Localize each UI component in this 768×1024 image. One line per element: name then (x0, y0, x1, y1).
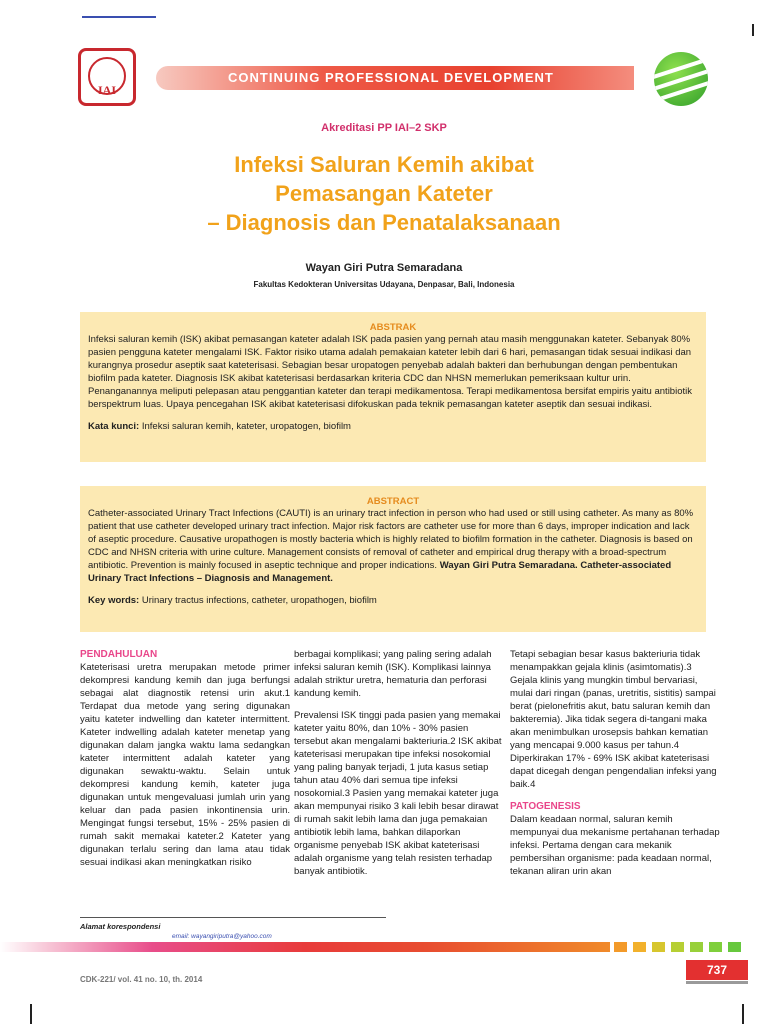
paragraph: Dalam keadaan normal, saluran kemih mempunyai dua mekanisme pertahanan terhadap infeksi. Pertama dengan cara mekanik pembersihan organisme: pada keadaan normal, tekanan aliran urin akan (510, 814, 720, 877)
keywords-text: Urinary tractus infections, catheter, uropathogen, biofilm (139, 595, 377, 606)
footer-color-strip (0, 942, 610, 952)
abstract-keywords (88, 594, 698, 607)
abstract-text: Catheter-associated Urinary Tract Infections (CAUTI) is an urinary tract infection in person who had used or still using catheter. As many as 80% patient that use catheter developed urinary tract infection. Major risk factors are catheter use for more than 6 days, improper indication and lack of aseptic procedure. Causative uropathogen is mostly bacteria which is highly related to biofilm formation in the catheter. Diagnosis is based on CDC and NHSN criteria with urine culture. Management consists of removal of catheter and empirical drug therapy with a broad-spectrum antibiotic. Prevention is mainly focused in aseptic technique and proper indications. (88, 508, 694, 571)
paragraph: Kateterisasi uretra merupakan metode primer dekompresi kandung kemih dan juga berfungsi sebagai alat diagnostik retensi urin akut.1 Terdapat dua metode yang sering digunakan yaitu kateter indwelling dan kateter intermittent. Kateter indwelling adalah kateter menetap yang digunakan dalam jangka waktu lama sedangkan kateter intermittent adalah kateter yang digunakan sewaktu-waktu. Selain untuk dekompresi kandung kemih, kateter juga digunakan untuk mengevaluasi jumlah urin yang keluar dan pada pasien inkontinensia urin. Mengingat fungsi tersebut, 15% - 25% pasien di rumah sakit memakai kateter.2 Kateter yang digunakan terlalu sering dan lama atau tidak sesuai indikasi akan meningkatkan risiko (80, 662, 290, 868)
footer-square (690, 942, 703, 952)
column-3 (510, 648, 720, 887)
section-heading: PENDAHULUAN (80, 649, 158, 660)
correspondence-label: Alamat korespondensi (80, 922, 161, 931)
abstract-box (80, 486, 706, 632)
correspondence-email: email: wayangiriputra@yahoo.com (172, 933, 272, 940)
banner-text: CONTINUING PROFESSIONAL DEVELOPMENT (228, 70, 554, 85)
author-affiliation: Fakultas Kedokteran Universitas Udayana, Denpasar, Bali, Indonesia (253, 280, 515, 289)
keywords-label: Key words: (88, 595, 140, 606)
page-number-underline (686, 981, 748, 984)
crop-mark (30, 1004, 32, 1024)
cpd-banner (156, 66, 634, 90)
abstrak-heading: ABSTRAK (369, 322, 417, 333)
paragraph: Tetapi sebagian besar kasus bakteriuria tidak menampakkan gejala klinis (asimtomatis).3 Gejala klinis yang mungkin timbul bervariasi, mulai dari ringan (panas, uretritis, sistitis) sampai berat (pielonefritis akut, batu saluran kemih dan bakteremia). Jika tidak segera di-tangani maka akan menimbulkan urosepsis bahkan kematian yang mencapai 9.000 kasus per tahun.4 Diperkirakan 17% - 69% ISK akibat kateterisasi dapat dicegah dengan pengendalian infeksi yang baik.4 (510, 649, 717, 790)
footer-square (728, 942, 741, 952)
abstract-citation: Wayan Giri Putra Semaradana. Catheter-associated Urinary Tract Infections – Diagnosis and Management. (88, 560, 672, 584)
footnote-rule (80, 917, 386, 918)
abstrak-box (80, 312, 706, 462)
abstract-body (88, 507, 698, 585)
abstrak-body: Infeksi saluran kemih (ISK) akibat pemasangan kateter adalah ISK pada pasien yang pernah atau masih menggunakan kateter. Sebanyak 80% pasien pengguna kateter mengalami ISK. Faktor risiko utama adalah pemakaian kateter lebih dari 6 hari, pemasangan tidak sesuai indikasi dan kurangnya prosedur aseptik saat kateterisasi. Sebagian besar uropatogen penyebab adalah bakteri dan berhubungan dengan pembentukan biofilm pada kateter. Diagnosis ISK akibat kateterisasi berdasarkan kriteria CDC dan NHSN memerlukan pemeriksaan kultur urin. Penanganannya meliputi pelepasan atau penggantian kateter dan terapi medikamentosa. Terapi medikamentosa bersifat empiris yaitu antibiotik berspektrum luas. Upaya pencegahan ISK akibat kateterisasi difokuskan pada teknik pemasangan kateter aseptik dan sesuai indikasi. (88, 334, 692, 410)
keywords-text: Infeksi saluran kemih, kateter, uropatogen, biofilm (139, 421, 351, 432)
keywords-label: Kata kunci: (88, 421, 140, 432)
iai-logo (78, 48, 136, 106)
crop-mark (752, 24, 754, 36)
globe-logo-icon (654, 52, 708, 106)
footer-square (709, 942, 722, 952)
journal-citation: CDK-221/ vol. 41 no. 10, th. 2014 (80, 975, 203, 984)
section-heading: PATOGENESIS (510, 801, 581, 812)
title-line: – Diagnosis dan Penatalaksanaan (207, 210, 561, 235)
paragraph: berbagai komplikasi; yang paling sering adalah infeksi saluran kemih (ISK). Komplikasi lainnya adalah striktur uretra, hematuria dan perforasi kandung kemih. (294, 649, 492, 699)
title-line: Infeksi Saluran Kemih akibat (234, 152, 534, 177)
page-number: 737 (686, 960, 748, 980)
footer-square (614, 942, 627, 952)
article-title (0, 150, 768, 237)
abstrak-keywords (88, 420, 698, 433)
accreditation-text: Akreditasi PP IAI–2 SKP (321, 122, 447, 134)
footer-square (671, 942, 684, 952)
author-name: Wayan Giri Putra Semaradana (305, 262, 463, 274)
title-line: Pemasangan Kateter (275, 181, 493, 206)
column-1 (80, 648, 290, 878)
footer-square (633, 942, 646, 952)
footer-square (652, 942, 665, 952)
crop-mark (742, 1004, 744, 1024)
top-rule (82, 16, 156, 18)
logo-text: IAI (97, 83, 116, 97)
column-2 (294, 648, 504, 887)
abstract-heading: ABSTRACT (366, 496, 420, 507)
paragraph: Prevalensi ISK tinggi pada pasien yang memakai kateter yaitu 80%, dan 10% - 30% pasien tersebut akan mengalami bakteriuria.2 ISK akibat kateterisasi merupakan tipe infeksi nosokomial yang paling banyak terjadi, 1 juta kasus setiap tahun atau 40% dari semua tipe infeksi nosokomial.3 Pasien yang memakai kateter juga akan mempunyai risiko 3 kali lebih besar dirawat di rumah sakit lebih lama dan juga pemakaian antibiotik lebih lama, bahkan dilaporkan organisme penyebab ISK akibat kateterisasi adalah organisme yang telah resisten terhadap banyak antibiotik. (294, 710, 502, 877)
